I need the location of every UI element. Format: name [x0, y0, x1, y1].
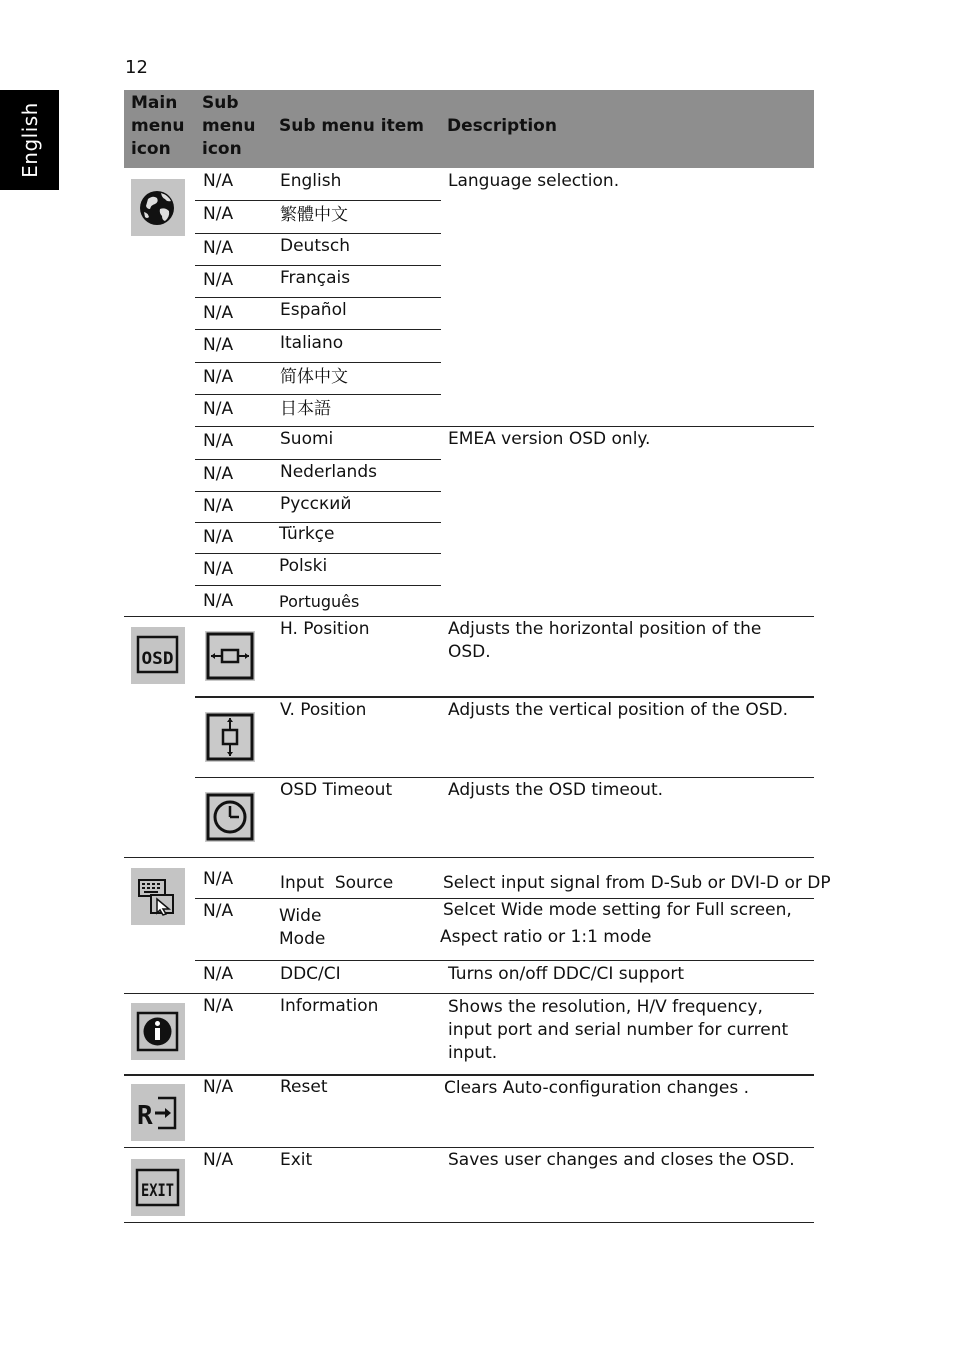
vertical-position-icon [205, 712, 255, 762]
osd-item: H. Position [280, 619, 370, 639]
language-item: 日本語 [280, 399, 331, 419]
description: Select input signal from D-Sub or DVI-D or DP [443, 873, 831, 893]
description: Selcet Wide mode setting for Full screen, [443, 900, 792, 920]
input-item: DDC/CI [280, 964, 341, 984]
horizontal-position-icon [205, 631, 255, 681]
input-item: Wide Mode [279, 906, 326, 949]
information-item: Information [280, 996, 379, 1016]
description: Adjusts the horizontal position of the OSD. [448, 619, 762, 662]
svg-text:R: R [137, 1101, 153, 1131]
description: Shows the resolution, H/V frequency, input port and serial number for current input. [448, 997, 789, 1063]
sub-icon-na: N/A [203, 559, 234, 579]
sub-icon-na: N/A [203, 270, 234, 290]
sub-icon-na: N/A [203, 171, 234, 191]
description: Language selection. [448, 171, 620, 191]
sub-icon-na: N/A [203, 464, 234, 484]
description: Adjusts the vertical position of the OSD. [448, 700, 788, 720]
sub-icon-na: N/A [203, 204, 234, 224]
sub-icon-na: N/A [203, 964, 234, 984]
exit-item: Exit [280, 1150, 313, 1170]
description: Clears Auto-configuration changes . [444, 1078, 750, 1098]
input-icon [131, 868, 185, 925]
language-item: Türkçe [279, 524, 335, 544]
header-sub-icon: Sub menu icon [202, 93, 256, 159]
input-item: Input Source [280, 873, 394, 893]
description: Turns on/off DDC/CI support [448, 964, 685, 984]
osd-icon [131, 627, 185, 684]
sub-icon-na: N/A [203, 1077, 234, 1097]
language-item: Deutsch [280, 236, 350, 256]
sub-icon-na: N/A [203, 303, 234, 323]
sub-icon-na: N/A [203, 901, 234, 921]
exit-icon [131, 1159, 185, 1216]
side-tab [0, 90, 59, 190]
information-icon [131, 1003, 185, 1060]
description: Adjusts the OSD timeout. [448, 780, 664, 800]
table-header [124, 90, 814, 168]
language-item: Polski [279, 556, 328, 576]
svg-text:EXIT: EXIT [141, 1181, 174, 1201]
language-item: Nederlands [280, 462, 377, 482]
header-description: Description [447, 116, 557, 136]
reset-icon [131, 1084, 185, 1141]
sub-icon-na: N/A [203, 238, 234, 258]
sub-icon-na: N/A [203, 399, 234, 419]
clock-icon [205, 792, 255, 842]
description: Saves user changes and closes the OSD. [448, 1150, 795, 1170]
sub-icon-na: N/A [203, 527, 234, 547]
language-item: English [280, 171, 342, 191]
globe-icon [131, 179, 185, 236]
description: EMEA version OSD only. [448, 429, 651, 449]
sub-icon-na: N/A [203, 496, 234, 516]
side-tab-label: English [17, 102, 42, 178]
osd-item: V. Position [280, 700, 367, 720]
osd-item: OSD Timeout [280, 780, 393, 800]
language-item: 简体中文 [280, 367, 348, 387]
svg-text:OSD: OSD [141, 649, 174, 669]
sub-icon-na: N/A [203, 335, 234, 355]
sub-icon-na: N/A [203, 431, 234, 451]
language-item: Italiano [280, 333, 344, 353]
language-item: Español [280, 300, 347, 320]
language-item: Português [279, 592, 360, 611]
page-number: 12 [125, 57, 148, 78]
language-item: 繁體中文 [280, 205, 348, 225]
sub-icon-na: N/A [203, 869, 234, 889]
reset-item: Reset [280, 1077, 328, 1097]
language-item: Suomi [280, 429, 334, 449]
header-item: Sub menu item [279, 116, 424, 136]
description: Aspect ratio or 1:1 mode [440, 927, 652, 947]
sub-icon-na: N/A [203, 591, 234, 611]
language-item: Русский [280, 494, 352, 514]
sub-icon-na: N/A [203, 1150, 234, 1170]
header-main-icon: Main menu icon [131, 93, 185, 159]
language-item: Français [280, 268, 351, 288]
sub-icon-na: N/A [203, 996, 234, 1016]
sub-icon-na: N/A [203, 367, 234, 387]
